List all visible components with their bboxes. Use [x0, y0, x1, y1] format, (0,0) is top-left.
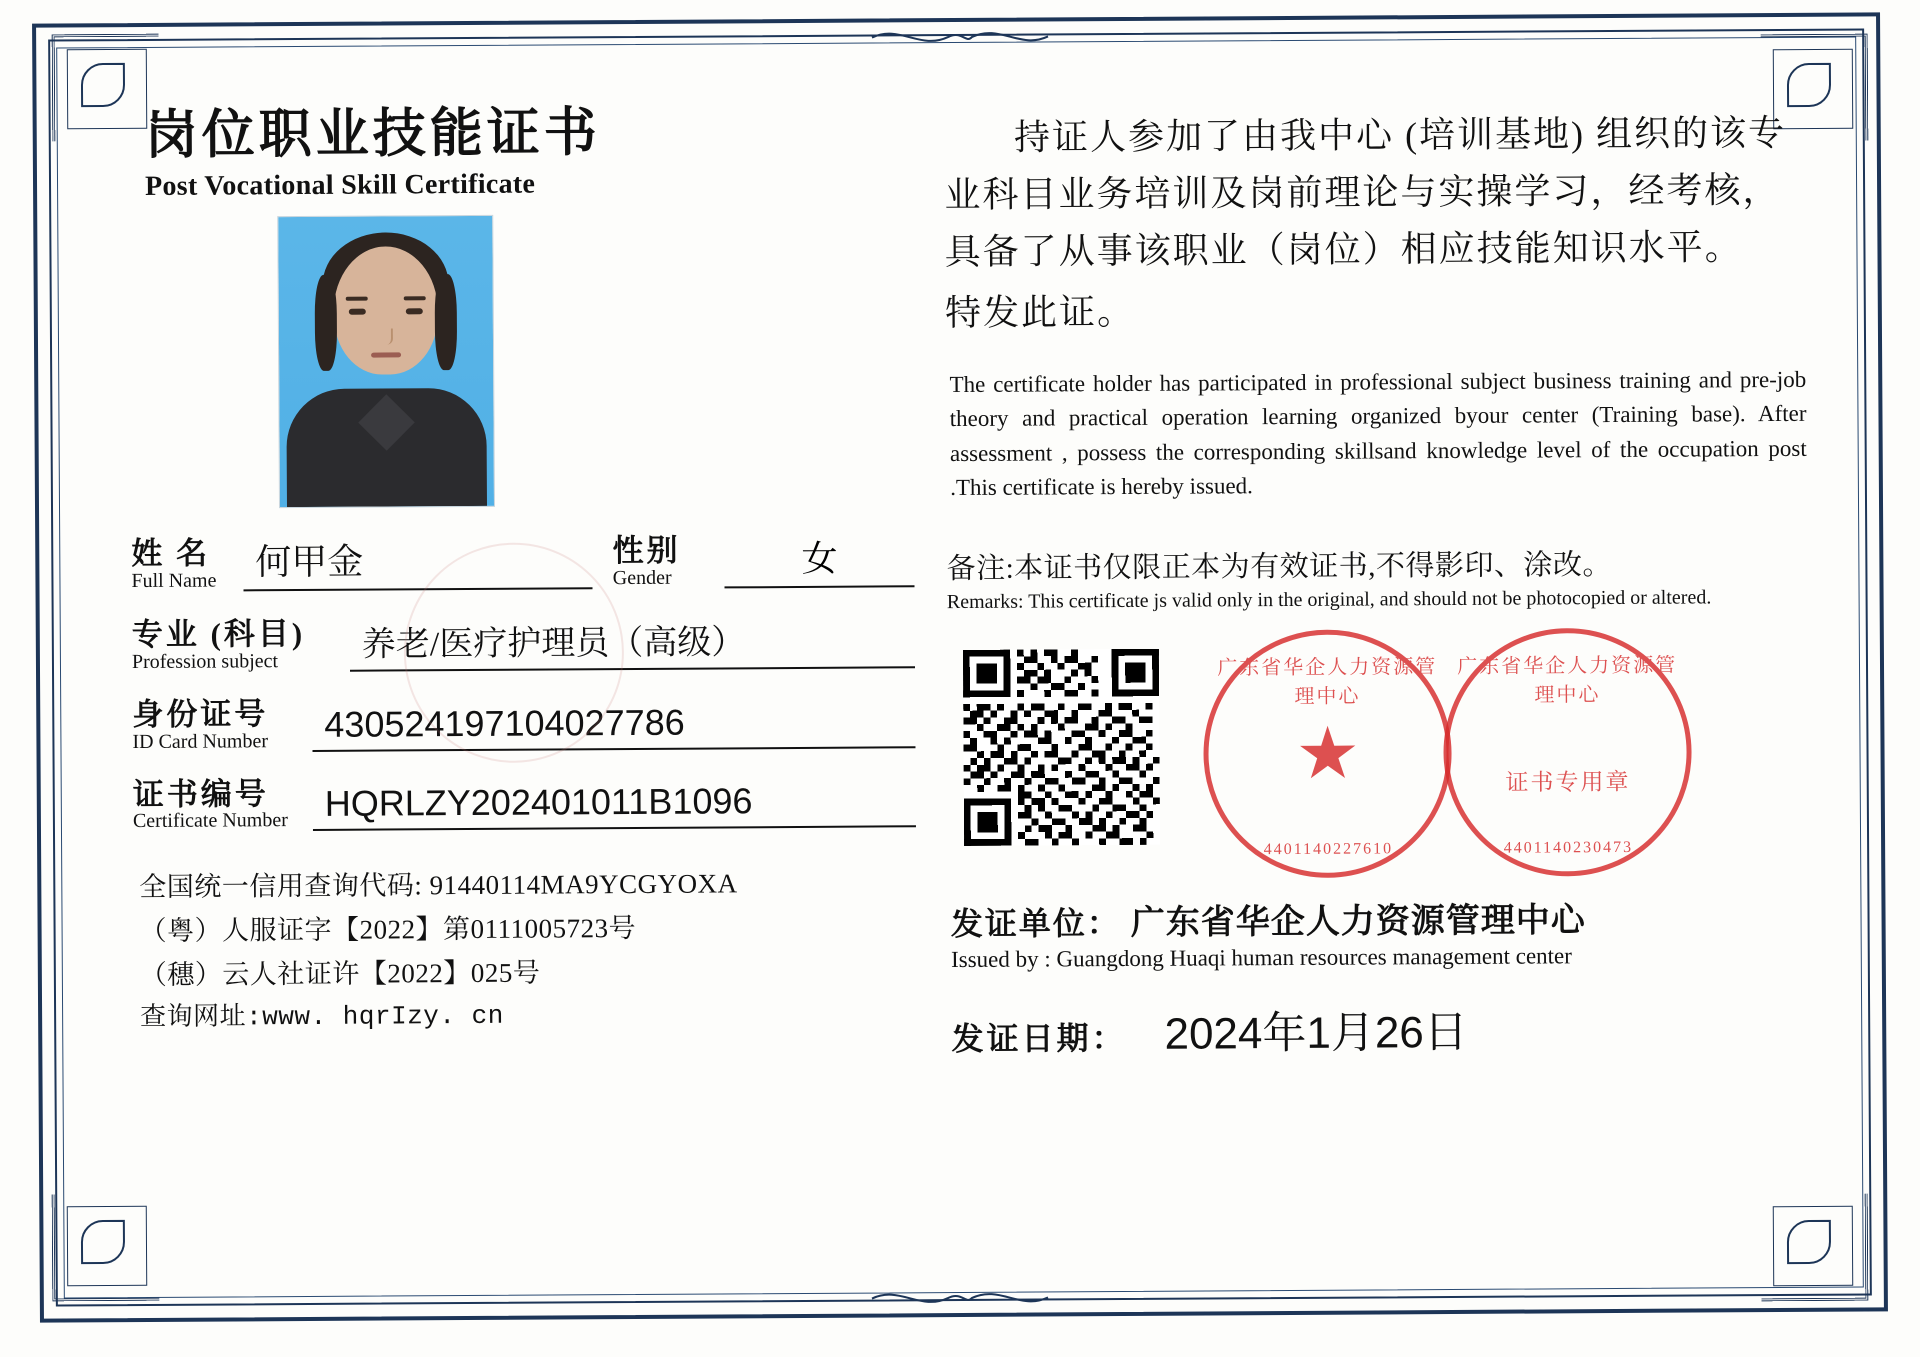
field-certificate-number	[133, 774, 917, 832]
issuer-row-en	[951, 941, 1810, 972]
top-scroll-ornament	[870, 23, 1050, 50]
stamps-and-qr-row	[947, 626, 1809, 881]
certificate-content	[88, 65, 1831, 1271]
seal-left-arc-top: 广东省华企人力资源管理中心	[1217, 655, 1438, 708]
issuer-value-en: Guangdong Huaqi human resources management center	[1056, 942, 1572, 971]
footnote-credit-code: 全国统一信用查询代码: 91440114MA9YCGYOXA	[139, 868, 738, 903]
footnote-license-sui: （穗）云人社证许【2022】025号	[139, 957, 541, 990]
name-label-cn: 姓 名	[131, 536, 211, 572]
field-name-gender	[131, 530, 915, 592]
issue-date-label: 发证日期：	[951, 1019, 1127, 1057]
issuer-label-cn: 发证单位：	[950, 904, 1121, 942]
seal-right-arc-bottom: 4401140230473	[1503, 838, 1634, 857]
photo-brow-right	[404, 296, 426, 300]
footnotes	[139, 861, 917, 1039]
photo-brow-left	[346, 297, 368, 301]
name-value: 何甲金	[243, 532, 593, 591]
seal-right-arc-top: 广东省华企人力资源管理中心	[1457, 654, 1678, 706]
field-profession	[132, 613, 916, 673]
certificate-number-label-en: Certificate Number	[132, 809, 288, 833]
star-icon: ★	[1295, 713, 1361, 794]
page-title-en: Post Vocational Skill Certificate	[144, 168, 536, 202]
photo-hair-left	[315, 275, 338, 371]
certificate-number-value: HQRLZY202401011B1096	[313, 779, 917, 831]
profession-label	[132, 618, 350, 673]
issuer-label-en: Issued by :	[950, 945, 1051, 972]
field-id-card	[132, 694, 916, 752]
official-seal-left	[1203, 628, 1453, 878]
statement-en-paragraph: The certificate holder has participated in professional subject business training and pre-job theory and practical operation learning organized byour center (Training base). After assessment , possess the corresponding skillsand knowledge level of the occupation post .This certificate is hereby issued.	[949, 366, 1807, 501]
issuer-value-cn: 广东省华企人力资源管理中心	[1130, 901, 1586, 942]
id-card-label-cn: 身份证号	[132, 696, 269, 733]
footnote-license-yue: （粤）人服证字【2022】第0111005723号	[139, 912, 637, 946]
name-label-en: Full Name	[131, 569, 217, 593]
issue-date-value: 2024年1月26日	[1164, 1007, 1468, 1059]
official-seal-right	[1443, 627, 1693, 877]
id-card-label	[132, 698, 312, 753]
profession-label-cn: 专业 (科目)	[131, 616, 306, 653]
photo-eye-left	[349, 309, 366, 315]
qr-code-icon[interactable]	[963, 648, 1160, 845]
certificate-number-label-cn: 证书编号	[132, 775, 269, 812]
seal-left-arc-bottom: 4401140227610	[1263, 839, 1394, 858]
id-card-label-en: ID Card Number	[132, 729, 269, 753]
certificate-number-label	[132, 775, 313, 833]
photo-hair-right	[435, 274, 458, 370]
issuer-row-cn	[951, 890, 1810, 944]
photo-mouth	[371, 352, 401, 357]
profession-value: 养老/医疗护理员（高级）	[350, 613, 916, 671]
field-name	[131, 532, 593, 592]
seal-right-label: 证书专用章	[1505, 769, 1631, 796]
gender-value: 女	[724, 530, 914, 588]
photo-nose	[379, 328, 393, 344]
profession-label-en: Profession subject	[131, 650, 279, 674]
remarks-cn: 备注:本证书仅限正本为有效证书,不得影印、涂改。	[946, 548, 1613, 585]
statement-cn-closing: 特发此证。	[944, 291, 1136, 333]
gender-label-cn: 性别	[612, 533, 681, 569]
field-gender	[612, 530, 914, 589]
left-column	[88, 70, 929, 1270]
right-column	[922, 65, 1832, 1265]
name-label	[131, 538, 243, 592]
footnote-query-url[interactable]: 查询网址:www. hqrIzy. cn	[140, 1001, 504, 1034]
gender-label-en: Gender	[612, 566, 672, 590]
gender-label	[612, 535, 724, 589]
page-title-cn: 岗位职业技能证书	[144, 104, 601, 165]
holder-photo	[277, 215, 495, 508]
remarks-en: Remarks: This certificate js valid only in the original, and should not be photocopied or altered.	[946, 585, 1712, 613]
bottom-scroll-ornament	[870, 1284, 1050, 1311]
statement-cn-paragraph: 持证人参加了由我中心 (培训基地) 组织的该专业科目业务培训及岗前理论与实操学习，经考核，具备了从事该职业（岗位）相应技能知识水平。	[944, 112, 1787, 272]
photo-eye-right	[406, 308, 423, 314]
issue-date-row	[951, 993, 1810, 1062]
id-card-value: 430524197104027786	[312, 700, 916, 752]
